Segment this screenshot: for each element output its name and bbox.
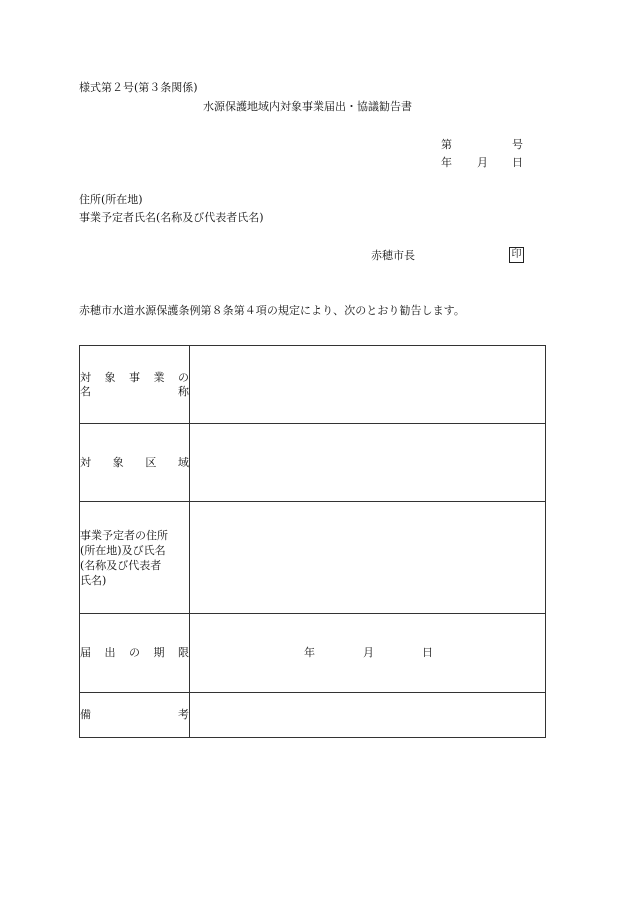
recommendation-text: 赤穂市水道水源保護条例第８条第４項の規定により、次のとおり勧告します。 (79, 304, 465, 317)
label-applicant: 事業予定者の住所 (所在地)及び氏名 (名称及び代表者 氏名) (80, 502, 190, 614)
recommendation-table (79, 345, 546, 738)
form-number-label: 様式第２号(第３条関係) (79, 81, 198, 94)
value-remarks (190, 693, 546, 738)
value-deadline (190, 614, 546, 693)
applicant-name-label: 事業予定者氏名(名称及び代表者氏名) (79, 211, 264, 224)
address-label: 住所(所在地) (79, 193, 143, 206)
label-project-name (80, 346, 190, 424)
label-line: 対 象 事 業 の (80, 370, 189, 384)
document-title: 水源保護地域内対象事業届出・協議勧告書 (203, 100, 412, 113)
deadline-day-label: 日 (422, 646, 433, 659)
value-project-name (190, 346, 546, 424)
value-target-area (190, 424, 546, 502)
seal-mark: 印 (509, 247, 524, 263)
table-row-applicant (80, 502, 546, 614)
label-target-area: 対 象 区 域 (80, 424, 190, 502)
label-deadline: 届 出 の 期 限 (80, 614, 190, 693)
table-row-remarks (80, 693, 546, 738)
value-applicant (190, 502, 546, 614)
date-year-label: 年 (441, 156, 452, 169)
label-remarks: 備 考 (80, 693, 190, 738)
table-row-target-area (80, 424, 546, 502)
number-suffix: 号 (512, 138, 523, 151)
table-row-deadline (80, 614, 546, 693)
label-line: 名 称 (80, 384, 189, 398)
date-month-label: 月 (477, 156, 488, 169)
date-day-label: 日 (512, 156, 523, 169)
issuer-name: 赤穂市長 (371, 249, 415, 262)
deadline-month-label: 月 (363, 646, 374, 659)
deadline-year-label: 年 (304, 646, 315, 659)
number-prefix: 第 (441, 138, 452, 151)
table-row-project-name (80, 346, 546, 424)
